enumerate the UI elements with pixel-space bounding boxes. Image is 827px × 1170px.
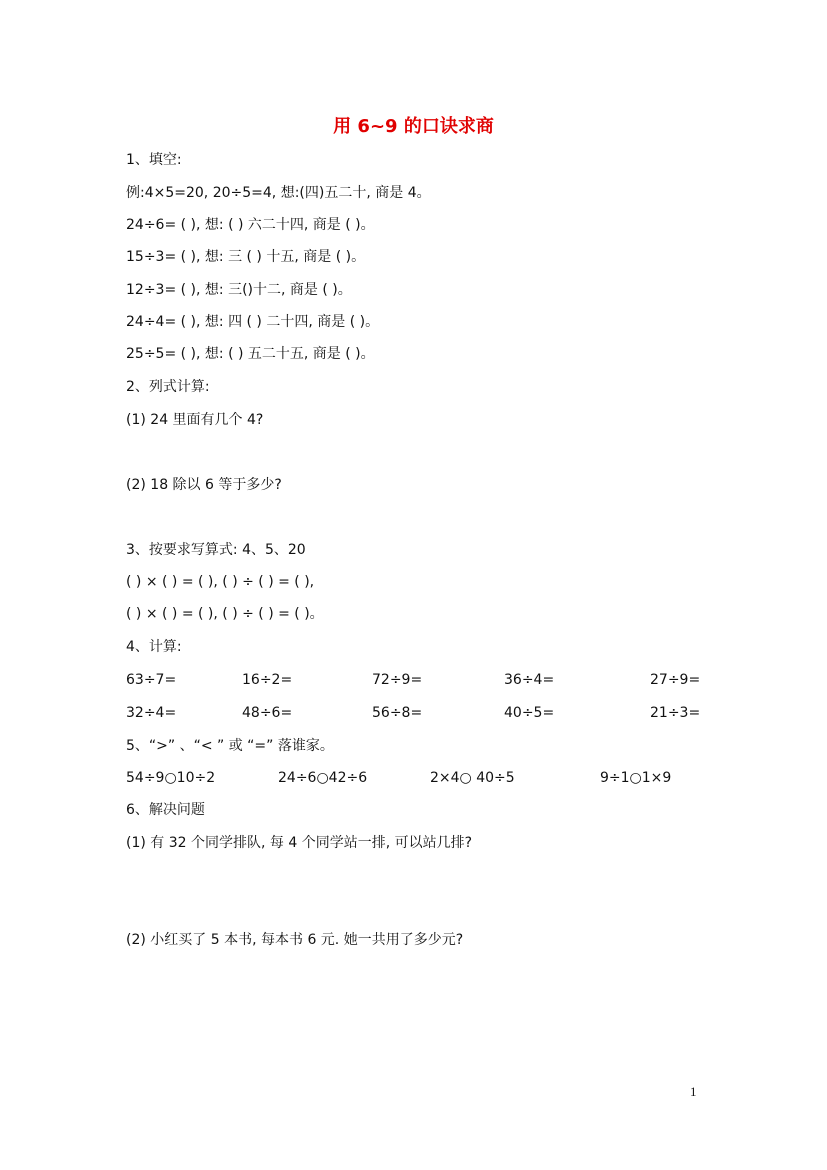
section1-line: 12÷3= ( ), 想: 三()十二, 商是 ( )。 (126, 282, 352, 298)
section1-line: 24÷6= ( ), 想: ( ) 六二十四, 商是 ( )。 (126, 217, 375, 233)
calc-item: 32÷4= (126, 705, 177, 721)
page-title: 用 6~9 的口诀求商 (333, 116, 494, 137)
calc-item: 21÷3= (650, 705, 701, 721)
section2-question-2: (2) 18 除以 6 等于多少? (126, 477, 282, 493)
section1-example: 例:4×5=20, 20÷5=4, 想:(四)五二十, 商是 4。 (126, 185, 431, 201)
section6-question-2: (2) 小红买了 5 本书, 每本书 6 元. 她一共用了多少元? (126, 932, 464, 948)
section3-heading: 3、按要求写算式: 4、5、20 (126, 542, 306, 558)
section1-line: 15÷3= ( ), 想: 三 ( ) 十五, 商是 ( )。 (126, 249, 366, 265)
section3-line: ( ) × ( ) = ( ), ( ) ÷ ( ) = ( )。 (126, 606, 324, 622)
calc-item: 63÷7= (126, 672, 177, 688)
section3-line: ( ) × ( ) = ( ), ( ) ÷ ( ) = ( ), (126, 574, 315, 590)
section1-line: 25÷5= ( ), 想: ( ) 五二十五, 商是 ( )。 (126, 346, 375, 362)
section5-heading: 5、“>” 、“< ” 或 “=” 落谁家。 (126, 738, 334, 754)
compare-item: 9÷1○1×9 (600, 770, 672, 786)
page-number: 1 (690, 1084, 697, 1099)
calc-item: 48÷6= (242, 705, 293, 721)
section2-question-1: (1) 24 里面有几个 4? (126, 412, 264, 428)
calc-item: 56÷8= (372, 705, 423, 721)
section4-heading: 4、计算: (126, 639, 182, 655)
calc-item: 72÷9= (372, 672, 423, 688)
calc-item: 36÷4= (504, 672, 555, 688)
section2-heading: 2、列式计算: (126, 379, 210, 395)
section6-question-1: (1) 有 32 个同学排队, 每 4 个同学站一排, 可以站几排? (126, 835, 473, 851)
compare-item: 24÷6○42÷6 (278, 770, 368, 786)
calc-item: 40÷5= (504, 705, 555, 721)
section6-heading: 6、解决问题 (126, 802, 205, 818)
compare-item: 54÷9○10÷2 (126, 770, 216, 786)
section1-line: 24÷4= ( ), 想: 四 ( ) 二十四, 商是 ( )。 (126, 314, 380, 330)
calc-item: 27÷9= (650, 672, 701, 688)
compare-item: 2×4○ 40÷5 (430, 770, 515, 786)
section1-heading: 1、填空: (126, 152, 182, 168)
calc-item: 16÷2= (242, 672, 293, 688)
